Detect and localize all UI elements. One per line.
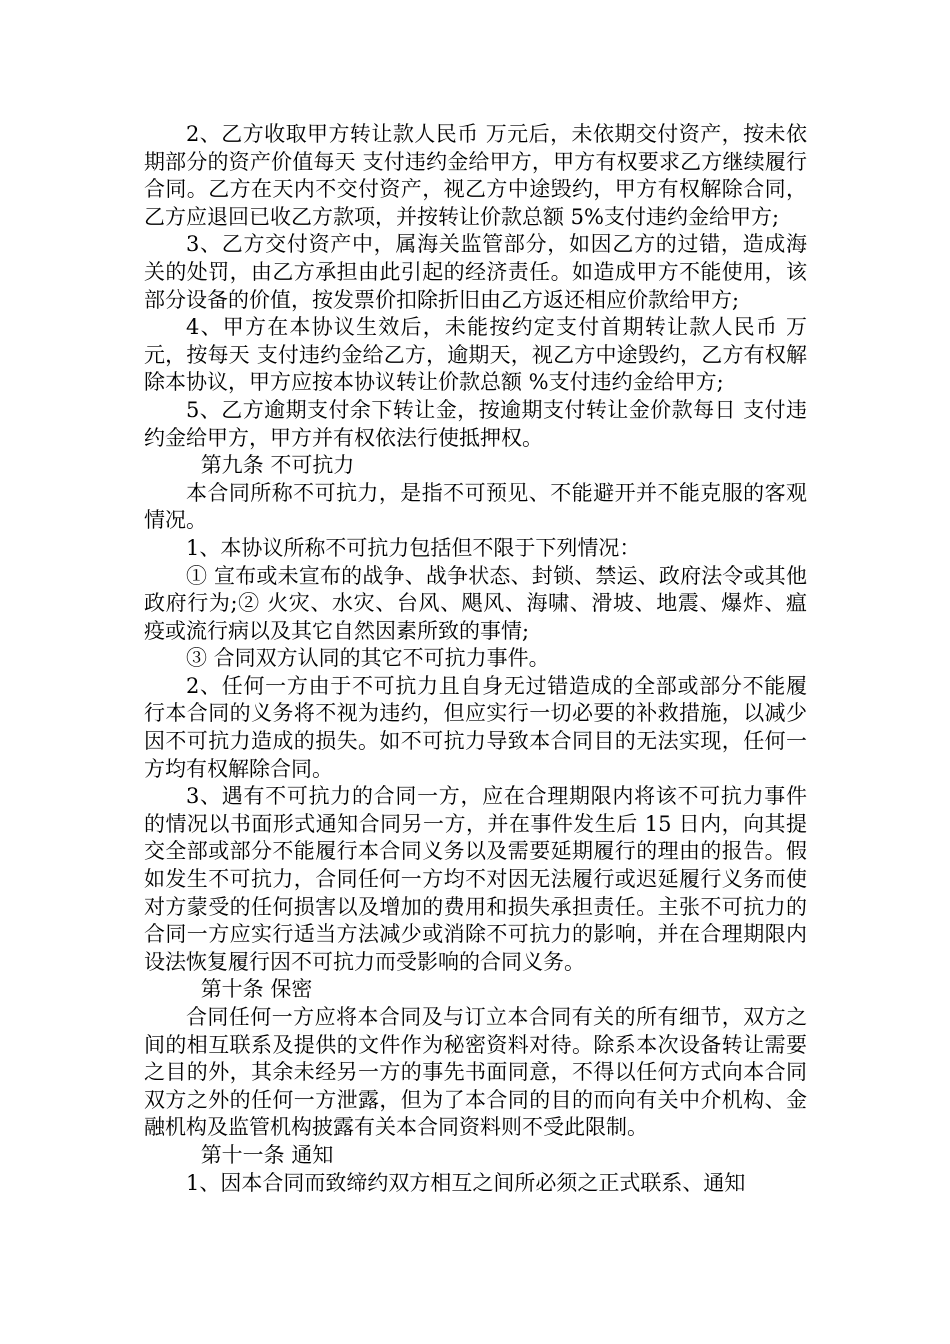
clause-paragraph: 1、本协议所称不可抗力包括但不限于下列情况： — [186, 535, 641, 560]
clause-paragraph: 合同任何一方应将本合同及与订立本合同有关的所有细节，双方之间的相互联系及提供的文件作为秘密资料对待。除系本次设备转让需要之目的外，其余未经另一方的事先书面同意，不得以任何方式向本合同双方之外的任何一方泄露，但为了本合同的目的而向有关中介机构、金融机构及监管机构披露有关本合同资料则不受此限制。 — [144, 1005, 807, 1140]
clause-paragraph: ① 宣布或未宣布的战争、战争状态、封锁、禁运、政府法令或其他政府行为;② 火灾、水灾、台风、飓风、海啸、滑坡、地震、爆炸、瘟疫或流行病以及其它自然因素所致的事情; — [144, 563, 807, 643]
clause-paragraph: 本合同所称不可抗力，是指不可预见、不能避开并不能克服的客观情况。 — [144, 480, 807, 533]
article-heading-force-majeure: 第九条 不可抗力 — [200, 453, 355, 478]
clause-paragraph: 2、乙方收取甲方转让款人民币 万元后，未依期交付资产，按未依期部分的资产价值每天 支付违约金给甲方，甲方有权要求乙方继续履行合同。乙方在天内不交付资产，视乙方中途毁约，甲方有权解除合同，乙方应退回已收乙方款项，并按转让价款总额 5%支付违约金给甲方; — [144, 122, 807, 229]
clause-paragraph: 3、遇有不可抗力的合同一方，应在合理期限内将该不可抗力事件的情况以书面形式通知合同另一方，并在事件发生后 15 日内，向其提交全部或部分不能履行本合同义务以及需要延期履行的理由的报告。假如发生不可抗力，合同任何一方均不对因无法履行或迟延履行义务而使对方蒙受的任何损害以及增加的费用和损失承担责任。主张不可抗力的合同一方应实行适当方法减少或消除不可抗力的影响，并在合理期限内设法恢复履行因不可抗力而受影响的合同义务。 — [144, 784, 807, 974]
clause-paragraph: 5、乙方逾期支付余下转让金，按逾期支付转让金价款每日 支付违约金给甲方，甲方并有权依法行使抵押权。 — [144, 397, 807, 450]
clause-paragraph: 3、乙方交付资产中，属海关监管部分，如因乙方的过错，造成海关的处罚，由乙方承担由此引起的经济责任。如造成甲方不能使用，该部分设备的价值，按发票价扣除折旧由乙方返还相应价款给甲方; — [144, 232, 807, 312]
document-body — [144, 121, 807, 1197]
clause-paragraph: 1、因本合同而致缔约双方相互之间所必须之正式联系、通知 — [186, 1170, 746, 1195]
clause-paragraph: 4、甲方在本协议生效后，未能按约定支付首期转让款人民币 万元，按每天 支付违约金给乙方，逾期天，视乙方中途毁约，乙方有权解除本协议，甲方应按本协议转让价款总额 %支付违约金给甲方; — [144, 315, 807, 395]
clause-paragraph: ③ 合同双方认同的其它不可抗力事件。 — [186, 646, 550, 671]
clause-paragraph: 2、任何一方由于不可抗力且自身无过错造成的全部或部分不能履行本合同的义务将不视为违约，但应实行一切必要的补救措施，以减少因不可抗力造成的损失。如不可抗力导致本合同目的无法实现，任何一方均有权解除合同。 — [144, 673, 807, 781]
article-heading-confidentiality: 第十条 保密 — [200, 977, 313, 1002]
article-heading-notice: 第十一条 通知 — [200, 1142, 334, 1167]
